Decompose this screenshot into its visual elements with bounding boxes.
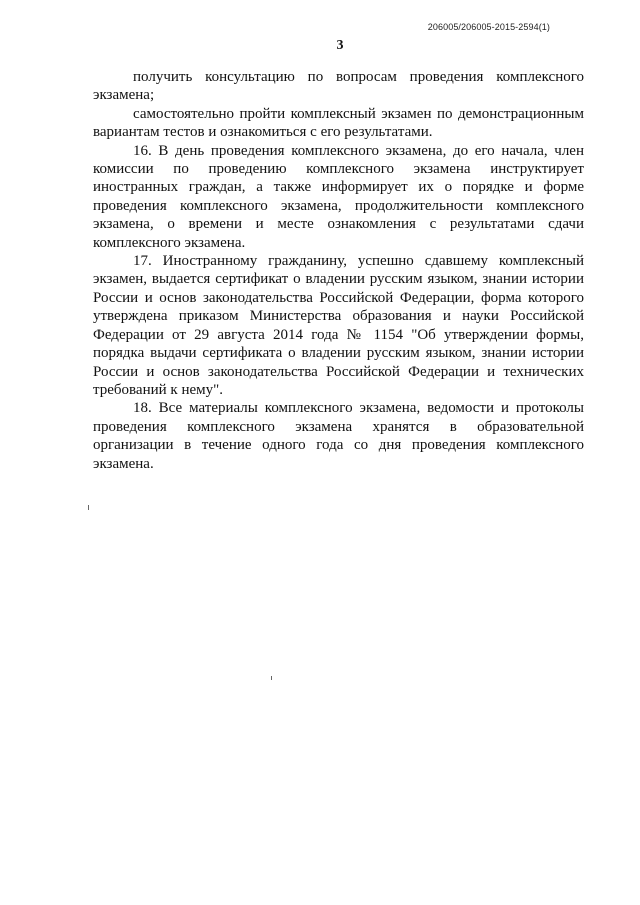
paragraph-17: 17. Иностранному гражданину, успешно сдавшему комплексный экзамен, выдается сертификат о владении русским языком, знании истории России и основ законодательства Российской Федерации, форма которого утверждена приказом Министерства образования и науки Российской Федерации от 29 августа 2014 года № 1154 "Об утверждении формы, порядка выдачи сертификата о владении русским языком, знании истории России и основ законодательства Российской Федерации и технических требований к нему". bbox=[93, 253, 584, 398]
scan-speck bbox=[88, 505, 89, 510]
paragraph-consultation: получить консультацию по вопросам проведения комплексного экзамена; bbox=[93, 69, 584, 104]
scan-speck bbox=[271, 676, 272, 680]
page-number: 3 bbox=[336, 38, 344, 53]
paragraph-16: 16. В день проведения комплексного экзамена, до его начала, член комиссии по проведению комплексного экзамена инструктирует иностранных граждан, а также информирует их о порядке и форме проведения комплексного экзамена, продолжительности комплексного экзамена, о времени и месте ознакомления с результатами сдачи комплексного экзамена. bbox=[93, 142, 584, 251]
document-code: 206005/206005-2015-2594(1) bbox=[427, 22, 550, 32]
paragraph-18: 18. Все материалы комплексного экзамена, ведомости и протоколы проведения комплексного экзамена хранятся в образовательной организации в течение одного года со дня проведения комплексного экзамена. bbox=[93, 400, 584, 472]
document-body bbox=[93, 68, 584, 473]
paragraph-demo-tests: самостоятельно пройти комплексный экзамен по демонстрационным вариантам тестов и ознакомиться с его результатами. bbox=[93, 105, 584, 141]
